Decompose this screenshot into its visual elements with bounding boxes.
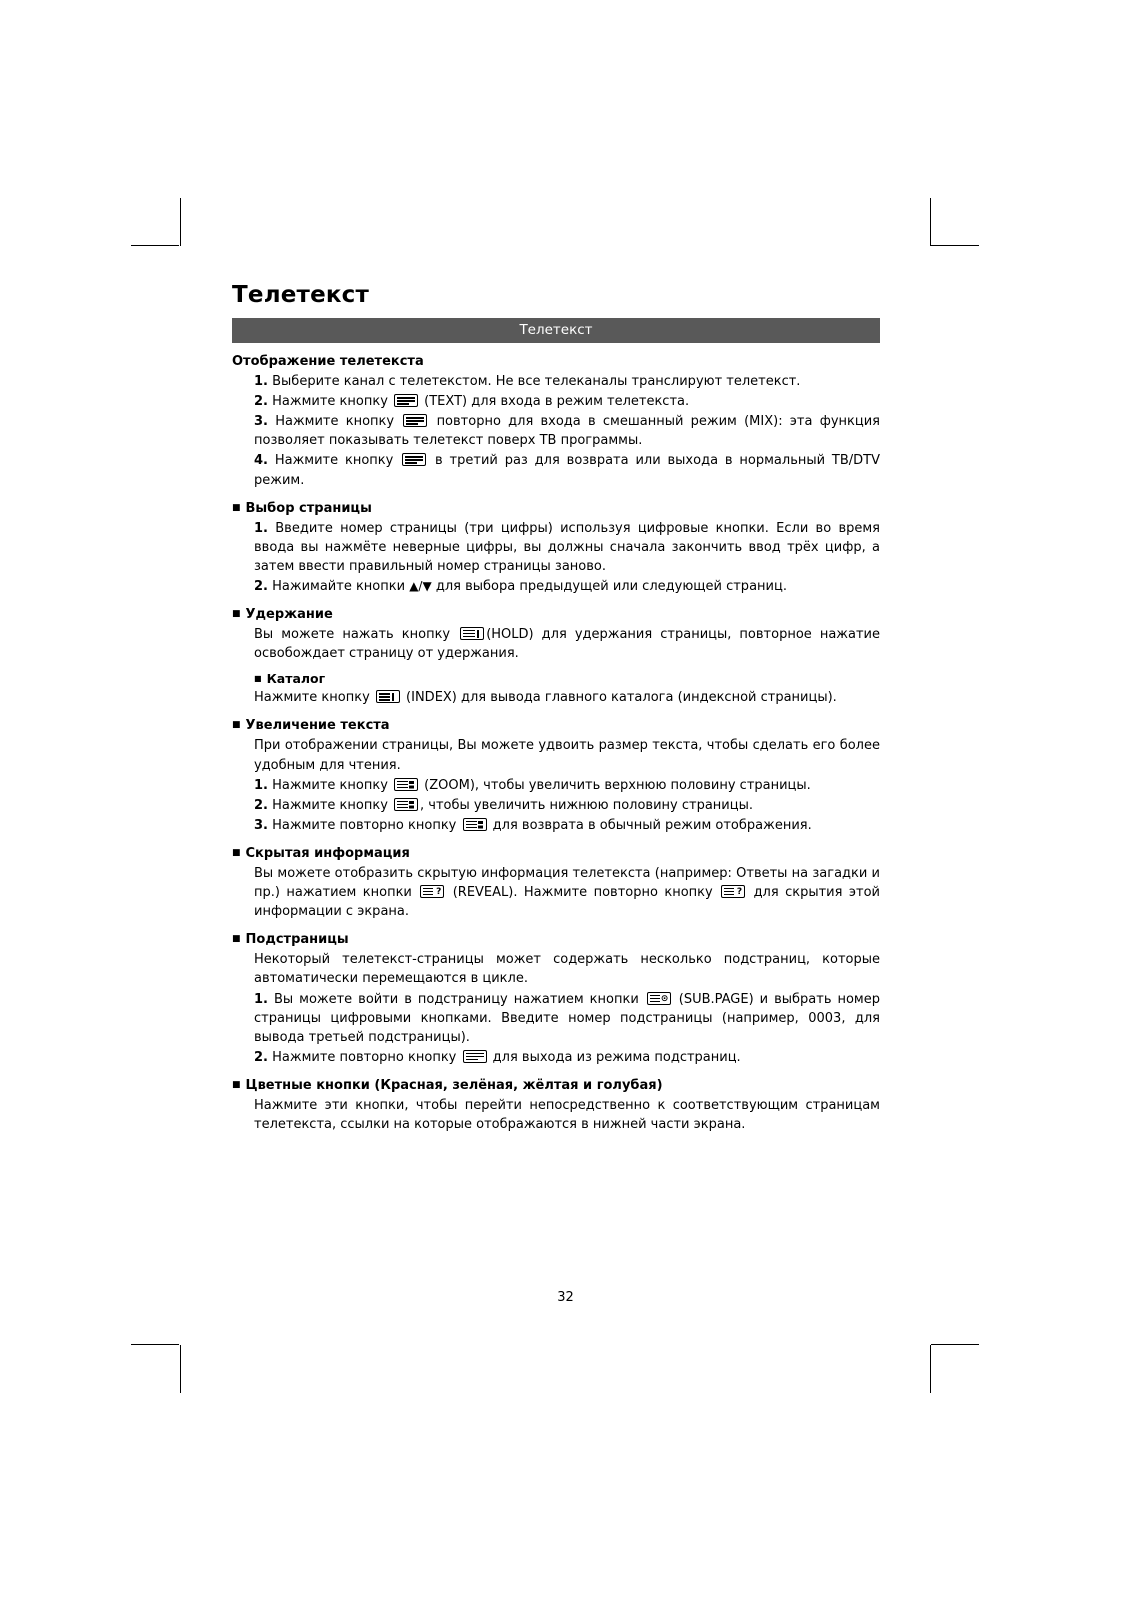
crop-mark-bottom-left-horizontal [131,1344,179,1345]
reveal-text-1: Вы можете отобразить скрытую информация телетекста (например: Ответы на загадки и пр.) нажатием кнопки [254,865,880,901]
list-text-after: (SUB.PAGE) и выбрать номер страницы цифровыми кнопками. Введите номер подстраницы (например, 0003, для вывода третьей подстраницы). [254,991,880,1045]
list-number: 3. [254,414,268,430]
list-text-after: для выхода из режима подстраниц. [492,1049,741,1065]
reveal-paragraph [254,864,880,921]
crop-mark-bottom-right-vertical [930,1345,931,1393]
reveal-text-2: (REVEAL). Нажмите повторно кнопку [452,885,713,901]
crop-mark-top-right-horizontal [931,245,979,246]
section-bar: Телетекст [232,318,880,343]
index-button-icon [376,690,400,703]
list-text-before: Нажмите кнопку [272,797,388,813]
list-text-after: (TEXT) для входа в режим телетекста. [424,394,690,410]
list-text-after: для выбора предыдущей или следующей страниц. [435,578,787,594]
zoom-bottom-button-icon [394,798,418,811]
list-text-after: для возврата в обычный режим отображения. [492,817,812,833]
page-title: Телетекст [232,282,370,308]
teletext-button-icon [463,1050,487,1063]
heading-zoom: ■ Увеличение текста [232,718,880,733]
list-text-after: в третий раз для возврата или выхода в нормальный ТВ/DTV режим. [254,453,880,488]
crop-mark-bottom-right-horizontal [931,1344,979,1345]
list-text-before: Нажмите повторно кнопку [272,817,457,833]
list-number: 1. [254,374,268,389]
list-text-before: Вы можете войти в подстраницу нажатием кнопки [273,991,639,1007]
heading-reveal: ■ Скрытая информация [232,846,880,861]
list-item [254,392,880,411]
list-item [254,451,880,489]
list-text: Выберите канал с телетекстом. Не все телеканалы транслируют телетекст. [272,374,801,389]
list-number: 3. [254,817,268,833]
list-text-before: Нажмите кнопку [272,394,388,410]
list-number: 1. [254,520,268,536]
sub-page-button-icon: ⊙ [647,992,671,1005]
list-item [254,577,880,596]
list-item [254,816,880,835]
crop-mark-top-left-vertical [180,198,181,246]
hold-paragraph [254,625,880,663]
list-item [254,796,880,815]
list-text-before: Нажмите кнопку [272,777,388,793]
hold-text-before: Вы можете нажать кнопку [254,627,451,643]
list-number: 2. [254,394,268,410]
reveal-button-icon: ? [721,885,745,898]
index-text-after: (INDEX) для вывода главного каталога (индексной страницы). [406,690,837,706]
hold-button-icon [460,627,484,640]
list-text-after: повторно для входа в смешанный режим (MIX): эта функция позволяет показывать телетекст поверх ТВ программы. [254,414,880,449]
list-number: 2. [254,1049,268,1065]
reveal-text-3: для скрытия этой информации с экрана. [254,885,880,920]
reveal-button-icon: ? [420,885,444,898]
zoom-top-button-icon [463,818,487,831]
list-number: 1. [254,777,268,793]
crop-mark-top-right-vertical [930,198,931,246]
list-item [254,519,880,576]
up-down-arrows-icon: ▲/▼ [409,578,432,593]
index-text-before: Нажмите кнопку [254,690,370,706]
list-number: 4. [254,453,268,469]
page-content [232,282,880,1135]
heading-display-teletext: Отображение телетекста [232,354,424,369]
hold-text-after: (HOLD) для удержания страницы, повторное нажатие освобождает страницу от удержания. [254,627,880,662]
subpages-intro: Некоторый телетекст-страницы может содержать несколько подстраниц, которые автоматически перемещаются в цикле. [254,952,880,987]
index-paragraph [254,688,880,707]
list-number: 2. [254,578,268,594]
list-number: 1. [254,991,268,1007]
list-text-after: (ZOOM), чтобы увеличить верхнюю половину страницы. [424,777,811,793]
teletext-button-icon [403,414,427,427]
heading-hold: ■ Удержание [232,607,880,622]
list-item [254,776,880,795]
teletext-button-icon [394,394,418,407]
heading-index: ■ Каталог [254,671,880,686]
heading-subpages: ■ Подстраницы [232,932,880,947]
list-text-before: Нажимайте кнопки [272,578,406,594]
list-item [254,1048,880,1067]
page-number: 32 [557,1290,574,1305]
crop-mark-top-left-horizontal [131,245,179,246]
list-number: 2. [254,797,268,813]
list-text: Введите номер страницы (три цифры) используя цифровые кнопки. Если во время ввода вы нажмёте неверные цифры, вы должны сначала закончить ввод трёх цифр, а затем ввести правильный номер страницы заново. [254,520,880,574]
list-item [254,412,880,450]
heading-page-selection: ■ Выбор страницы [232,501,880,516]
list-text-after: , чтобы увеличить нижнюю половину страницы. [420,797,753,813]
color-buttons-body: Нажмите эти кнопки, чтобы перейти непосредственно к соответствующим страницам телетекста, ссылки на которые отображаются в нижней части экрана. [254,1097,880,1133]
teletext-button-icon [402,453,426,466]
list-item [254,372,880,391]
list-text-before: Нажмите повторно кнопку [272,1049,457,1065]
list-text-before: Нажмите кнопку [275,414,395,430]
zoom-top-button-icon [394,778,418,791]
list-text-before: Нажмите кнопку [274,453,394,469]
crop-mark-bottom-left-vertical [180,1345,181,1393]
heading-color-buttons: ■ Цветные кнопки (Красная, зелёная, жёлтая и голубая) [232,1078,880,1093]
zoom-intro: При отображении страницы, Вы можете удвоить размер текста, чтобы сделать его более удобным для чтения. [254,738,880,773]
list-item [254,990,880,1047]
